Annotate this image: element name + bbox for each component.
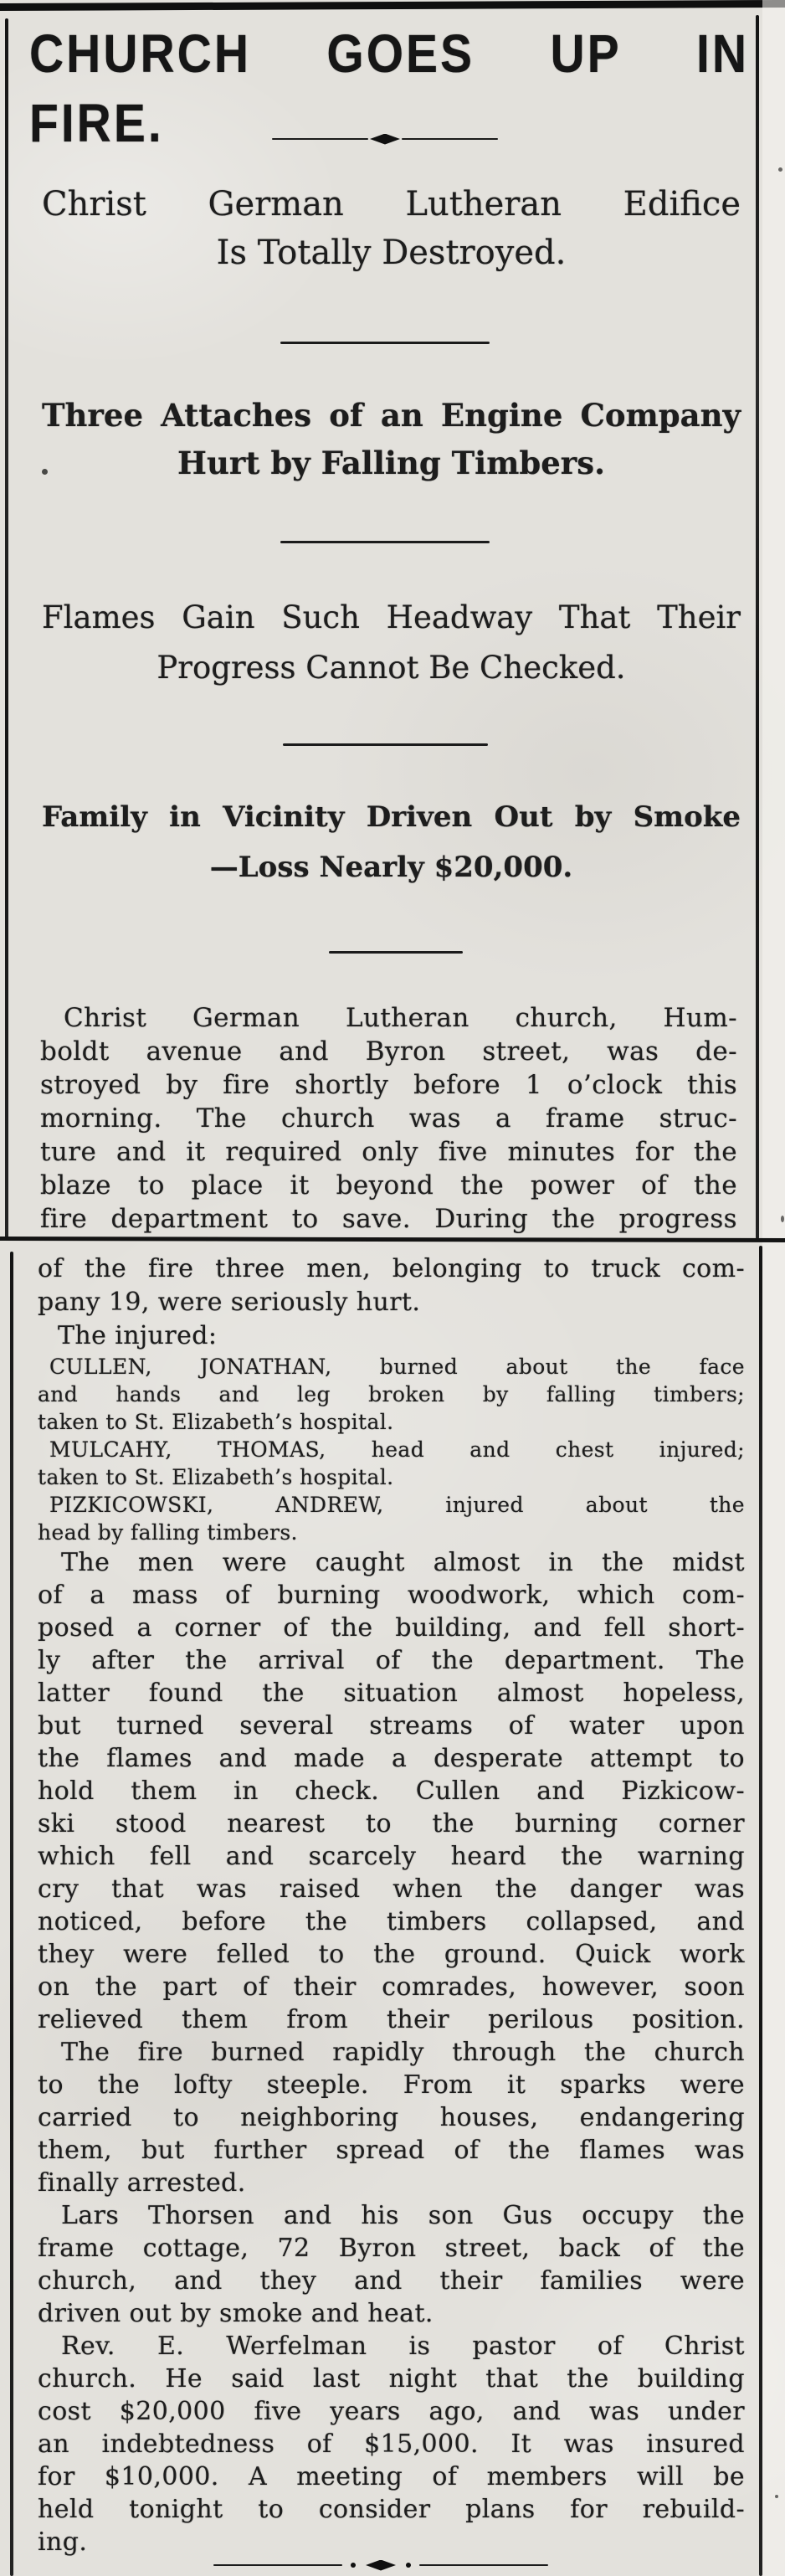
right-border-rule <box>756 15 759 1239</box>
text-line: of a mass of burning woodwork, which com- <box>38 1581 745 1610</box>
deck-line: Hurt by Falling Timbers. <box>177 445 605 481</box>
deck-line: Is Totally Destroyed. <box>216 234 567 272</box>
text-line: ing. <box>38 2527 88 2557</box>
text-line: and hands and leg broken by falling timbers; <box>38 1382 745 1406</box>
left-border-rule <box>10 1252 13 2576</box>
text-line: taken to St. Elizabeth’s hospital. <box>38 1410 394 1434</box>
section-divider-rule <box>283 743 488 746</box>
text-line: but turned several streams of water upon <box>38 1711 745 1740</box>
column-break-rule <box>0 1237 785 1242</box>
diamond-divider-ornament <box>272 132 498 146</box>
text-line: CULLEN, JONATHAN, burned about the face <box>49 1355 745 1379</box>
text-line: which fell and scarcely heard the warning <box>38 1842 745 1871</box>
ornament-dot <box>406 2563 411 2568</box>
headline: CHURCH GOES UP IN FIRE. <box>29 23 749 154</box>
text-line: head by falling timbers. <box>38 1520 298 1545</box>
text-line: hold them in check. Cullen and Pizkicow- <box>38 1776 745 1806</box>
section-divider-rule <box>280 342 490 344</box>
deck-4 <box>42 792 741 892</box>
text-line: carried to neighboring houses, endangering <box>38 2103 745 2132</box>
text-line: Lars Thorsen and his son Gus occupy the <box>61 2201 745 2230</box>
paragraph <box>38 1252 745 1353</box>
bottom-ornament-divider <box>213 2558 548 2572</box>
deck-line: Christ German Lutheran Edifice <box>42 185 741 224</box>
text-line: noticed, before the timbers collapsed, and <box>38 1907 745 1936</box>
deck-line: Family in Vicinity Driven Out by Smoke <box>42 800 741 834</box>
paragraph <box>38 1546 745 2036</box>
ornament-dot <box>351 2563 356 2568</box>
text-line: The injured: <box>58 1321 218 1350</box>
ornament-line <box>419 2564 548 2567</box>
deck-2 <box>42 392 741 487</box>
injured-entry <box>38 1353 745 1436</box>
text-line: cry that was raised when the danger was <box>38 1874 745 1904</box>
deck-line: —Loss Nearly $20,000. <box>209 851 573 884</box>
text-line: ture and it required only five minutes for the <box>40 1137 737 1167</box>
text-line: ly after the arrival of the department. The <box>38 1646 745 1675</box>
lower-column-text <box>38 1252 745 2558</box>
text-line: the flames and made a desperate attempt to <box>38 1744 745 1773</box>
text-line: them, but further spread of the flames was <box>38 2136 745 2165</box>
ornament-line <box>272 138 368 141</box>
paragraph <box>38 2330 745 2558</box>
ornament-line <box>213 2564 342 2567</box>
diamond-icon <box>366 2560 396 2571</box>
text-line: an indebtedness of $15,000. It was insured <box>38 2429 745 2459</box>
text-line: posed a corner of the building, and fell short- <box>38 1613 745 1643</box>
print-artifact-dot <box>42 469 48 475</box>
text-line: relieved them from their perilous position. <box>38 2005 745 2034</box>
text-line: morning. The church was a frame struc- <box>40 1103 737 1134</box>
paragraph <box>38 2199 745 2330</box>
text-line: finally arrested. <box>38 2168 246 2198</box>
text-line: on the part of their comrades, however, soon <box>38 1972 745 2002</box>
paper-speck <box>775 2495 778 2498</box>
text-line: to the lofty steeple. From it sparks were <box>38 2070 745 2100</box>
section-divider-rule <box>280 541 490 543</box>
text-line: held tonight to consider plans for rebuild- <box>38 2495 745 2524</box>
text-line: pany 19, were seriously hurt. <box>38 1288 421 1317</box>
text-line: MULCAHY, THOMAS, head and chest injured; <box>49 1437 745 1462</box>
text-line: stroyed by fire shortly before 1 o’clock this <box>40 1070 737 1100</box>
injured-entry <box>38 1491 745 1546</box>
text-line: Christ German Lutheran church, Hum- <box>64 1003 737 1033</box>
text-line: church. He said last night that the building <box>38 2364 745 2393</box>
text-line: they were felled to the ground. Quick work <box>38 1940 745 1969</box>
text-line: latter found the situation almost hopeless, <box>38 1679 745 1708</box>
text-line: of the fire three men, belonging to truck com- <box>38 1254 745 1283</box>
paragraph <box>38 2036 745 2199</box>
text-line: blaze to place it beyond the power of the <box>40 1170 737 1201</box>
short-divider-rule <box>329 951 463 954</box>
text-line: taken to St. Elizabeth’s hospital. <box>38 1465 394 1489</box>
text-line: The men were caught almost in the midst <box>61 1548 745 1577</box>
diamond-icon <box>370 134 400 145</box>
deck-line: Progress Cannot Be Checked. <box>156 650 626 686</box>
paper-speck <box>778 167 782 172</box>
ornament-line <box>402 138 498 141</box>
deck-3 <box>42 593 741 693</box>
text-line: church, and they and their families were <box>38 2266 745 2296</box>
text-line: cost $20,000 five years ago, and was under <box>38 2397 745 2426</box>
lead-paragraph <box>40 1001 737 1236</box>
text-line: The fire burned rapidly through the church <box>61 2038 745 2067</box>
text-line: PIZKICOWSKI, ANDREW, injured about the <box>49 1493 745 1517</box>
deck-line: Flames Gain Such Headway That Their <box>42 599 741 635</box>
deck-1 <box>42 180 741 277</box>
text-line: Rev. E. Werfelman is pastor of Christ <box>61 2332 745 2361</box>
text-line: fire department to save. During the progress <box>40 1204 737 1234</box>
text-line: ski stood nearest to the burning corner <box>38 1809 745 1838</box>
text-line: driven out by smoke and heat. <box>38 2299 434 2328</box>
deck-line: Three Attaches of an Engine Company <box>42 397 741 434</box>
text-line: for $10,000. A meeting of members will be <box>38 2462 745 2491</box>
text-line: boldt avenue and Byron street, was de- <box>40 1036 737 1067</box>
right-border-rule <box>759 1246 762 2576</box>
injured-list <box>38 1353 745 1546</box>
top-edge-rule <box>0 0 785 11</box>
text-line: frame cottage, 72 Byron street, back of the <box>38 2234 745 2263</box>
injured-entry <box>38 1436 745 1491</box>
left-border-rule <box>5 18 8 1239</box>
paper-edge-strip <box>762 0 785 2576</box>
paper-speck <box>781 1216 784 1222</box>
